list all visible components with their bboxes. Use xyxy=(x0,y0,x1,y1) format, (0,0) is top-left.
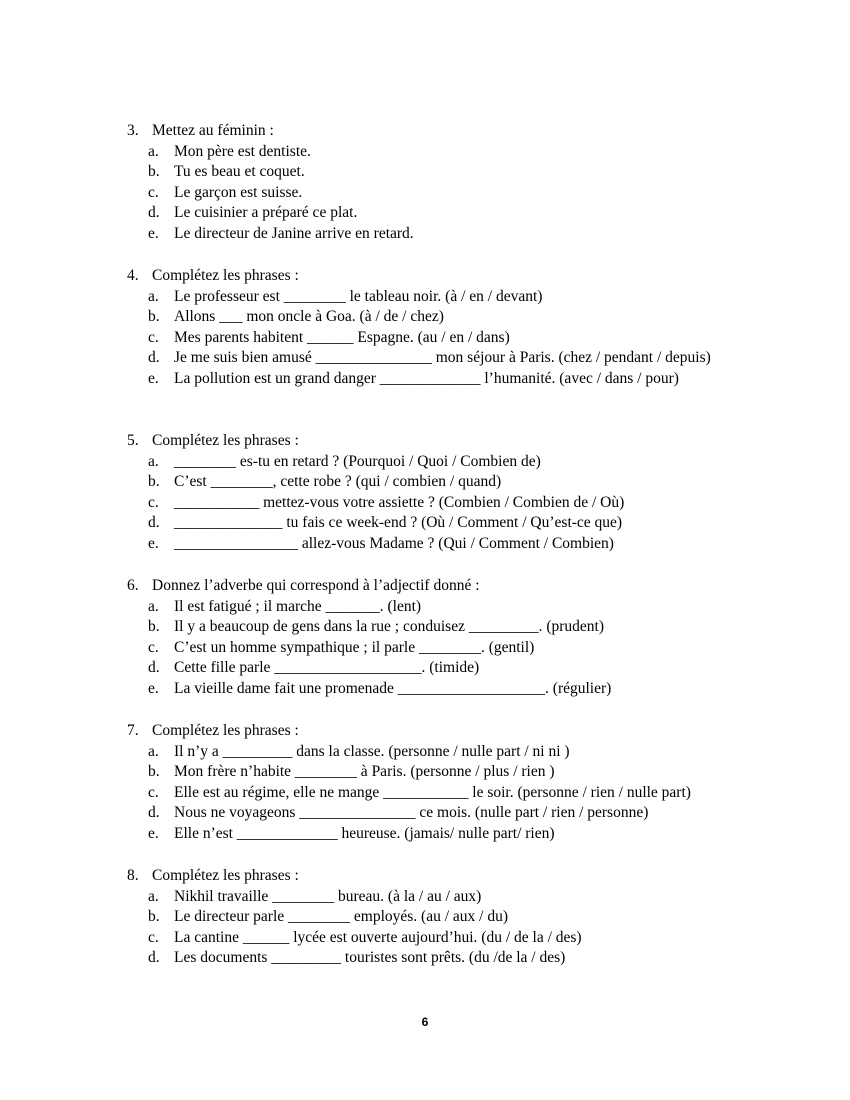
item-letter: d. xyxy=(148,659,160,676)
list-item xyxy=(148,742,777,763)
exercise-heading xyxy=(127,266,777,287)
item-letter: d. xyxy=(148,204,160,221)
item-letter: b. xyxy=(148,908,160,925)
item-text: Allons ___ mon oncle à Goa. (à / de / chez) xyxy=(174,308,444,325)
list-item xyxy=(148,907,777,928)
item-letter: d. xyxy=(148,804,160,821)
item-letter: b. xyxy=(148,763,160,780)
item-letter: e. xyxy=(148,534,159,552)
item-text: C’est ________, cette robe ? (qui / combien / quand) xyxy=(174,473,502,490)
item-text: ________________ allez-vous Madame ? (Qui / Comment / Combien) xyxy=(174,534,614,552)
exercise-heading xyxy=(127,431,777,452)
list-item xyxy=(148,617,777,638)
exercise-number: 7. xyxy=(127,722,139,739)
list-item xyxy=(148,824,777,845)
item-text: La vieille dame fait une promenade ___________________. (régulier) xyxy=(174,679,612,697)
list-item xyxy=(148,783,777,804)
list-item xyxy=(148,513,777,534)
item-text: Il y a beaucoup de gens dans la rue ; conduisez _________. (prudent) xyxy=(174,618,604,635)
exercise-3 xyxy=(127,121,777,244)
exercise-items xyxy=(127,887,777,969)
item-text: Mon frère n’habite ________ à Paris. (personne / plus / rien ) xyxy=(174,763,555,780)
list-item xyxy=(148,183,777,204)
item-letter: b. xyxy=(148,618,160,635)
item-text: ______________ tu fais ce week-end ? (Où / Comment / Qu’est-ce que) xyxy=(174,514,623,531)
list-item xyxy=(148,658,777,679)
exercise-heading xyxy=(127,866,777,887)
item-text: ________ es-tu en retard ? (Pourquoi / Quoi / Combien de) xyxy=(174,452,541,470)
list-item xyxy=(148,452,777,473)
item-text: Le directeur de Janine arrive en retard. xyxy=(174,224,414,242)
item-text: Le directeur parle ________ employés. (au / aux / du) xyxy=(174,908,508,925)
exercise-number: 6. xyxy=(127,577,139,594)
list-item xyxy=(148,328,777,349)
page-number: 6 xyxy=(421,1015,429,1029)
item-text: Elle est au régime, elle ne mange ___________ le soir. (personne / rien / nulle part) xyxy=(174,783,691,801)
exercise-items xyxy=(127,142,777,245)
item-letter: a. xyxy=(148,287,159,305)
item-text: Les documents _________ touristes sont prêts. (du /de la / des) xyxy=(174,949,566,966)
item-text: Il est fatigué ; il marche _______. (lent) xyxy=(174,597,422,615)
exercise-6 xyxy=(127,576,777,699)
exercise-7 xyxy=(127,721,777,844)
item-text: Le cuisinier a préparé ce plat. xyxy=(174,204,358,221)
exercise-heading xyxy=(127,576,777,597)
list-item xyxy=(148,287,777,308)
item-letter: c. xyxy=(148,783,159,801)
list-item xyxy=(148,224,777,245)
item-text: Mon père est dentiste. xyxy=(174,142,311,160)
item-text: Le garçon est suisse. xyxy=(174,183,303,201)
exercise-items xyxy=(127,597,777,700)
item-text: Nous ne voyageons _______________ ce mois. (nulle part / rien / personne) xyxy=(174,804,649,821)
list-item xyxy=(148,369,777,390)
item-letter: e. xyxy=(148,824,159,842)
exercise-instruction: Mettez au féminin : xyxy=(152,122,274,139)
item-letter: e. xyxy=(148,224,159,242)
list-item xyxy=(148,948,777,969)
list-item xyxy=(148,307,777,328)
list-item xyxy=(148,762,777,783)
exercise-8 xyxy=(127,866,777,969)
exercise-instruction: Donnez l’adverbe qui correspond à l’adjectif donné : xyxy=(152,577,480,594)
list-item xyxy=(148,928,777,949)
exercise-number: 3. xyxy=(127,122,139,139)
item-letter: c. xyxy=(148,928,159,946)
item-text: Il n’y a _________ dans la classe. (personne / nulle part / ni ni ) xyxy=(174,742,570,760)
exercise-items xyxy=(127,287,777,390)
item-letter: b. xyxy=(148,308,160,325)
exercise-heading xyxy=(127,121,777,142)
item-letter: b. xyxy=(148,163,160,180)
exercise-instruction: Complétez les phrases : xyxy=(152,722,299,739)
item-letter: e. xyxy=(148,679,159,697)
exercise-instruction: Complétez les phrases : xyxy=(152,867,299,884)
exercise-items xyxy=(127,452,777,555)
list-item xyxy=(148,162,777,183)
exercise-heading xyxy=(127,721,777,742)
list-item xyxy=(148,597,777,618)
exercise-instruction: Complétez les phrases : xyxy=(152,267,299,284)
item-letter: c. xyxy=(148,493,159,511)
item-text: Elle n’est _____________ heureuse. (jamais/ nulle part/ rien) xyxy=(174,824,555,842)
list-item xyxy=(148,679,777,700)
item-letter: d. xyxy=(148,949,160,966)
list-item xyxy=(148,493,777,514)
exercise-number: 4. xyxy=(127,267,139,284)
item-letter: a. xyxy=(148,887,159,905)
item-letter: a. xyxy=(148,597,159,615)
list-item xyxy=(148,887,777,908)
list-item xyxy=(148,348,777,369)
exercise-5 xyxy=(127,431,777,554)
list-item xyxy=(148,142,777,163)
item-letter: d. xyxy=(148,349,160,366)
item-text: ___________ mettez-vous votre assiette ? (Combien / Combien de / Où) xyxy=(174,493,625,511)
exercise-number: 8. xyxy=(127,867,139,884)
item-letter: c. xyxy=(148,328,159,346)
item-text: La cantine ______ lycée est ouverte aujourd’hui. (du / de la / des) xyxy=(174,928,582,946)
item-letter: a. xyxy=(148,742,159,760)
item-letter: c. xyxy=(148,183,159,201)
list-item xyxy=(148,203,777,224)
item-letter: a. xyxy=(148,452,159,470)
item-letter: b. xyxy=(148,473,160,490)
list-item xyxy=(148,803,777,824)
exercise-instruction: Complétez les phrases : xyxy=(152,432,299,449)
exercise-items xyxy=(127,742,777,845)
exercise-number: 5. xyxy=(127,432,139,449)
item-text: Cette fille parle ___________________. (timide) xyxy=(174,659,480,676)
item-text: Nikhil travaille ________ bureau. (à la / au / aux) xyxy=(174,887,482,905)
exercise-4 xyxy=(127,266,777,389)
item-text: La pollution est un grand danger _____________ l’humanité. (avec / dans / pour) xyxy=(174,369,679,387)
item-letter: d. xyxy=(148,514,160,531)
item-text: C’est un homme sympathique ; il parle ________. (gentil) xyxy=(174,638,535,656)
item-text: Mes parents habitent ______ Espagne. (au / en / dans) xyxy=(174,328,510,346)
item-letter: c. xyxy=(148,638,159,656)
item-text: Le professeur est ________ le tableau noir. (à / en / devant) xyxy=(174,287,543,305)
item-letter: e. xyxy=(148,369,159,387)
item-letter: a. xyxy=(148,142,159,160)
item-text: Tu es beau et coquet. xyxy=(174,163,305,180)
list-item xyxy=(148,638,777,659)
item-text: Je me suis bien amusé _______________ mon séjour à Paris. (chez / pendant / depuis) xyxy=(174,349,711,366)
list-item xyxy=(148,534,777,555)
list-item xyxy=(148,472,777,493)
